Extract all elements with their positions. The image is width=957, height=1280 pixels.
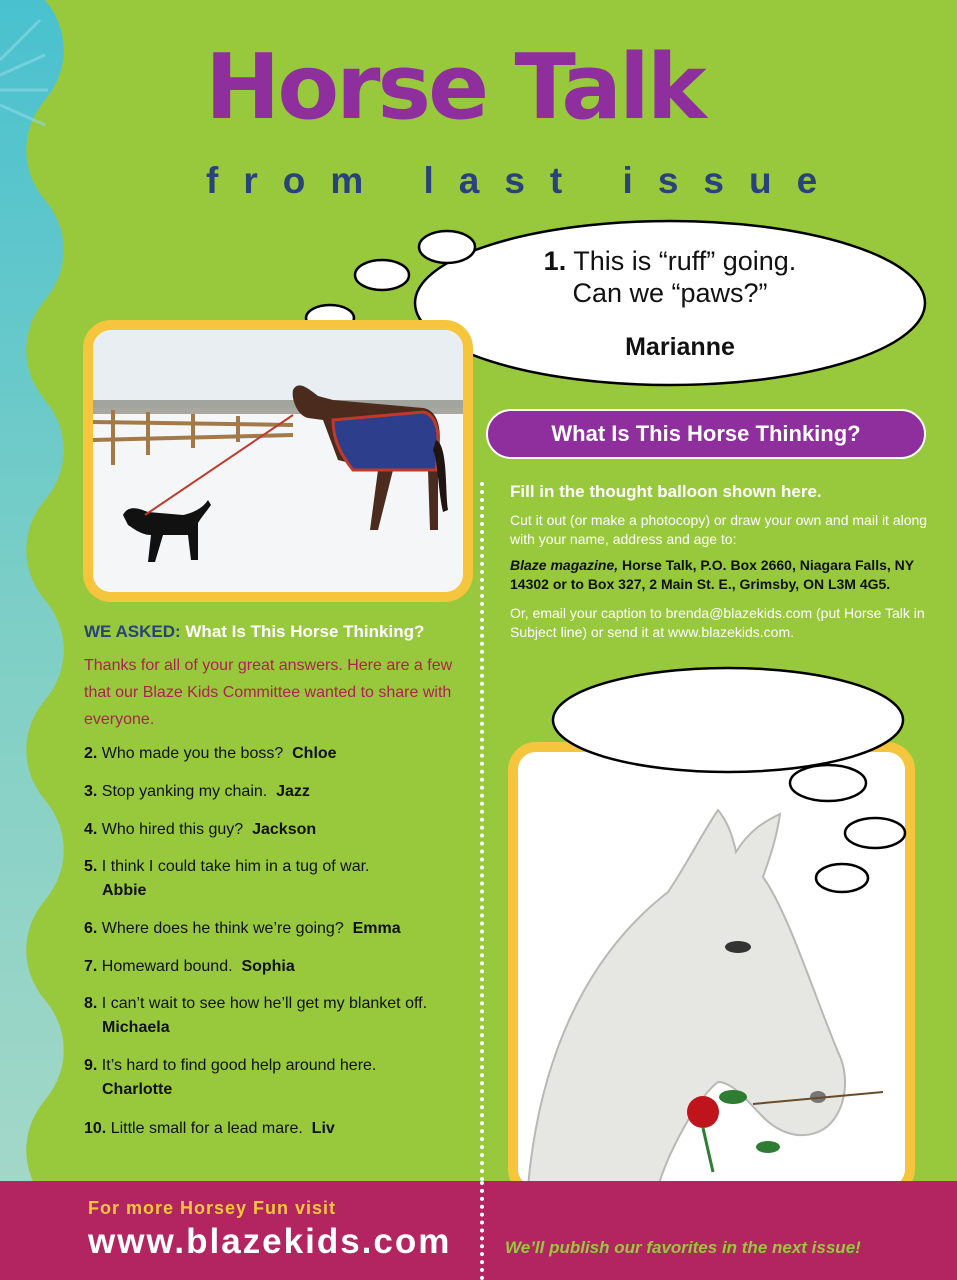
answer-item: 8. I can’t wait to see how he’ll get my blanket off. Michaela — [84, 995, 428, 1036]
horse-and-dog-photo — [93, 330, 463, 592]
question-pill: What Is This Horse Thinking? — [486, 409, 926, 459]
we-asked-label: WE ASKED: — [84, 622, 181, 641]
footer-note: We’ll publish our favorites in the next issue! — [505, 1238, 861, 1257]
we-asked-heading — [84, 622, 484, 642]
dotted-divider — [480, 482, 490, 1262]
page-title: Horse Talk — [205, 35, 704, 140]
footer-tagline: For more Horsey Fun visit — [88, 1198, 337, 1218]
wavy-left-border — [0, 0, 80, 1280]
photo-frame-horse-dog — [83, 320, 473, 602]
footer-url-link[interactable]: www.blazekids.com — [88, 1222, 452, 1261]
we-asked-intro: Thanks for all of your great answers. Here are a few that our Blaze Kids Committee wanted to share with everyone. — [84, 657, 453, 728]
answer-item: 7. Homeward bound. Sophia — [84, 958, 295, 975]
mailing-address — [510, 556, 930, 594]
caption-line1: This is “ruff” going. — [573, 246, 797, 276]
caption-line2: Can we “paws?” — [572, 278, 768, 308]
answer-item: 3. Stop yanking my chain. Jazz — [84, 783, 310, 800]
answer-item: 6. Where does he think we’re going? Emma — [84, 920, 401, 937]
instructions-heading: Fill in the thought balloon shown here. — [510, 482, 822, 501]
answer-item: 10. Little small for a lead mare. Liv — [84, 1120, 335, 1137]
page-subtitle: from last issue — [206, 160, 843, 201]
caption-number: 1. — [543, 246, 567, 276]
instructions-text: Cut it out (or make a photocopy) or draw your own and mail it along with your name, address and age to: — [510, 512, 928, 547]
email-instructions: Or, email your caption to brenda@blazekids.com (put Horse Talk in Subject line) or send it at www.blazekids.com. — [510, 605, 925, 640]
we-asked-question: What Is This Horse Thinking? — [185, 622, 425, 641]
footer-dotted-divider — [480, 1181, 490, 1280]
caption-author: Marianne — [625, 333, 735, 361]
magazine-name: Blaze magazine, — [510, 557, 619, 573]
answer-item: 9. It’s hard to find good help around here. Charlotte — [84, 1057, 377, 1098]
answer-item: 4. Who hired this guy? Jackson — [84, 821, 317, 838]
thought-balloon-empty — [545, 665, 925, 905]
answer-item: 2. Who made you the boss? Chloe — [84, 745, 337, 762]
featured-caption — [420, 245, 920, 309]
answer-item: 5. I think I could take him in a tug of war. Abbie — [84, 858, 370, 899]
address-text: Horse Talk, P.O. Box 2660, Niagara Falls, NY 14302 or to Box 327, 2 Main St. E., Grimsby, ON L3M 4G5. — [510, 557, 914, 592]
